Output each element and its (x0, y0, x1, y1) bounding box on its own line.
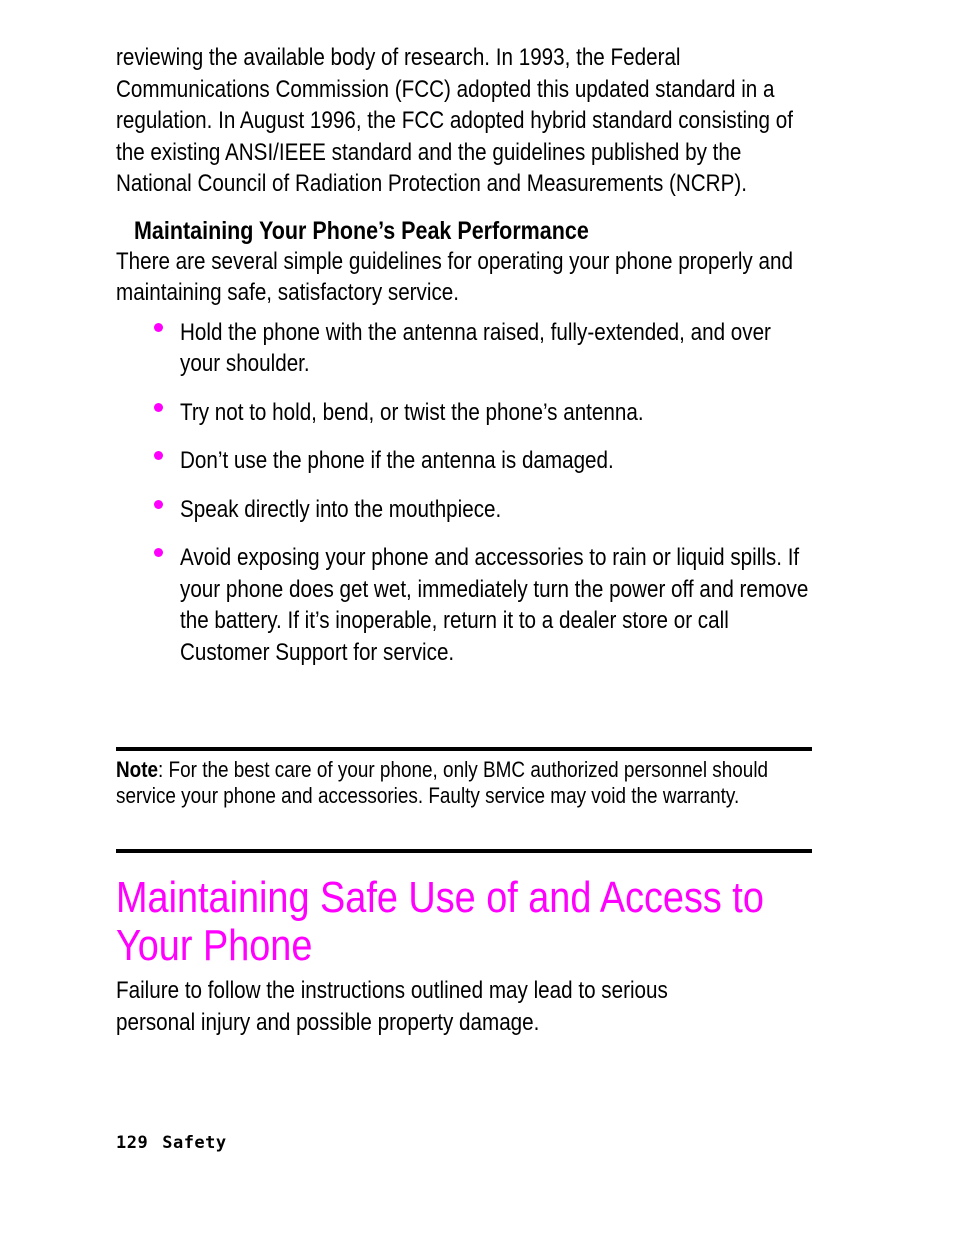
section-intro: There are several simple guidelines for operating your phone properly and maintaining safe, satisfactory service. (116, 247, 793, 306)
list-item-text: Don’t use the phone if the antenna is damaged. (180, 447, 614, 474)
guidelines-list (116, 317, 816, 669)
note-text (116, 757, 804, 809)
chapter-paragraph: Failure to follow the instructions outlined may lead to serious personal injury and possible property damage. (116, 977, 668, 1036)
chapter-paragraph-container (116, 975, 856, 1038)
bullet-icon (154, 403, 163, 412)
list-item (116, 317, 816, 380)
page-footer (116, 1133, 227, 1153)
note-label: Note (116, 757, 159, 782)
bullet-icon (154, 548, 163, 557)
note-body: : For the best care of your phone, only BMC authorized personnel should service your phone and accessories. Faulty service may void the warranty. (116, 757, 769, 808)
note-box (116, 747, 812, 853)
intro-paragraph: reviewing the available body of research. In 1993, the Federal Communications Commission (FCC) adopted this updated standard in a regulation. In August 1996, the FCC adopted hybrid standard consisting of the existing ANSI/IEEE standard and the guidelines published by the National Council of Radiation Protection and Measurements (NCRP). (116, 44, 793, 197)
list-item (116, 397, 816, 429)
list-item-text: Avoid exposing your phone and accessories to rain or liquid spills. If your phone does get wet, immediately turn the power off and remove the battery. If it’s inoperable, return it to a dealer store or call Customer Support for service. (180, 544, 809, 666)
page-number: 129 (116, 1133, 149, 1153)
bullet-icon (154, 323, 163, 332)
bullet-icon (154, 500, 163, 509)
section-heading: Maintaining Your Phone’s Peak Performance (134, 216, 589, 245)
chapter-title: Maintaining Safe Use of and Access to Your Phone (116, 873, 764, 970)
list-item-text: Speak directly into the mouthpiece. (180, 495, 502, 523)
footer-section-name: Safety (162, 1133, 227, 1153)
list-item-text: Try not to hold, bend, or twist the phone’s antenna. (180, 398, 644, 426)
list-item (116, 494, 816, 526)
list-item-text: Hold the phone with the antenna raised, fully-extended, and over your shoulder. (180, 318, 771, 377)
list-item (116, 445, 816, 477)
bullet-icon (154, 451, 163, 460)
list-item (116, 542, 816, 668)
page-content (116, 42, 816, 685)
